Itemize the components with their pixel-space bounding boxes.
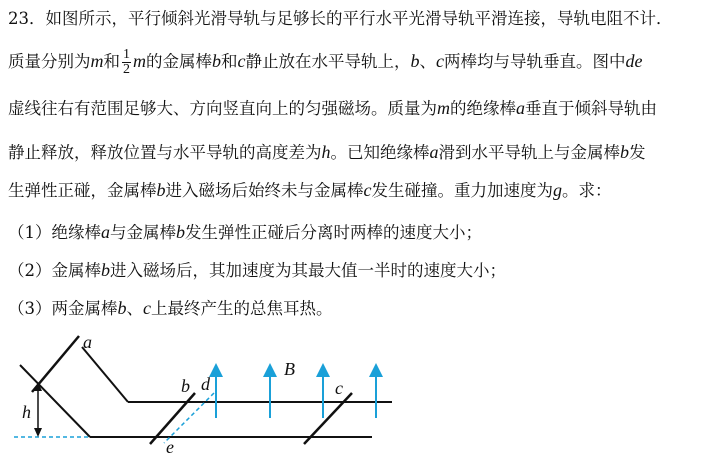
fraction-one-half: $\frac{1}{2}$ (123, 47, 130, 77)
incline-rail-upper (82, 347, 128, 402)
height-arrow-bottom (34, 428, 42, 437)
label-a: a (83, 332, 92, 352)
problem-line-5: 生弹性正碰，金属棒b进入磁场后始终未与金属棒c发生碰撞。重力加速度为g。求： (8, 180, 612, 200)
rod-a (32, 336, 79, 392)
label-e: e (166, 437, 174, 457)
problem-line-3: 虚线往右有范围足够大、方向竖直向上的匀强磁场。质量为m的绝缘棒a垂直于倾斜导轨由 (8, 98, 657, 118)
label-h: h (22, 402, 31, 422)
label-c: c (335, 378, 343, 398)
label-d: d (201, 374, 210, 394)
label-B: B (284, 359, 295, 379)
problem-line-2: 质量分别为m和 $\frac{1}{2}$ m的金属棒b和c静止放在水平导轨上，b、c两棒均与导轨垂直。图中de (8, 47, 643, 77)
problem-line-4: 静止释放，释放位置与水平导轨的高度差为h。已知绝缘棒a滑到水平导轨上与金属棒b发 (8, 142, 646, 162)
question-2: （2）金属棒b进入磁场后，其加速度为其最大值一半时的速度大小； (8, 260, 506, 280)
question-3: （3）两金属棒b、c上最终产生的总焦耳热。 (8, 298, 333, 318)
question-1: （1）绝缘棒a与金属棒b发生弹性正碰后分离时两棒的速度大小； (8, 222, 482, 242)
label-b: b (181, 376, 190, 396)
problem-number: 23． (8, 9, 46, 28)
incline-rail-lower (20, 365, 90, 437)
problem-line-1: 23．如图所示，平行倾斜光滑导轨与足够长的平行水平光滑导轨平滑连接，导轨电阻不计． (8, 9, 673, 28)
